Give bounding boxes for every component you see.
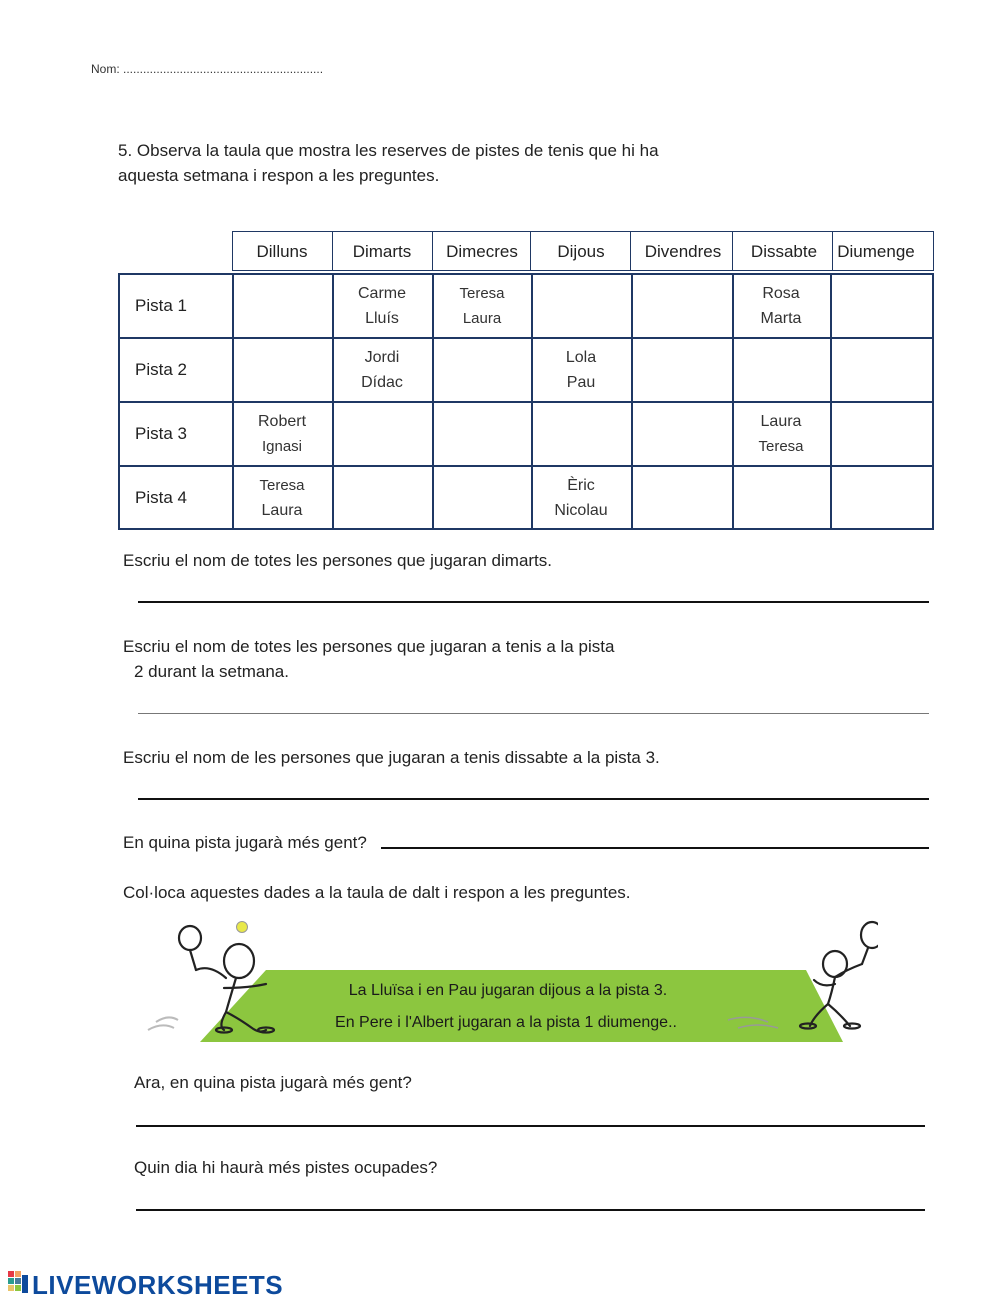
player-name: Lluís	[365, 310, 399, 327]
court-bookings-table	[118, 231, 934, 531]
instruction-text: Col·loca aquestes dades a la taula de dalt i respon a les preguntes.	[123, 883, 631, 902]
booking-cell	[531, 473, 631, 523]
player-name: Rosa	[762, 285, 800, 302]
answer-line-1[interactable]	[138, 601, 929, 603]
player-name: Teresa	[758, 438, 804, 455]
question-2-line-2: 2 durant la setmana.	[134, 662, 289, 681]
day-header-dilluns: Dilluns	[256, 242, 308, 261]
player-name: Laura	[261, 502, 303, 519]
player-name: Robert	[257, 413, 307, 430]
answer-line-6[interactable]	[136, 1209, 925, 1211]
day-header-dijous: Dijous	[557, 242, 605, 261]
booking-cell	[332, 281, 432, 331]
row-divider	[120, 337, 932, 339]
player-name: Marta	[760, 310, 802, 327]
question-5: Ara, en quina pista jugarà més gent?	[134, 1073, 412, 1092]
booking-cell	[232, 473, 332, 523]
booking-cell	[432, 281, 532, 331]
liveworksheets-logo-icon	[8, 1271, 30, 1297]
player-name: Dídac	[361, 374, 403, 391]
player-name: Teresa	[259, 477, 305, 494]
question-4: En quina pista jugarà més gent?	[123, 833, 367, 852]
answer-line-3[interactable]	[138, 798, 929, 800]
player-name: Teresa	[459, 285, 505, 302]
booking-cell	[732, 409, 830, 459]
question-2-line-1: Escriu el nom de totes les persones que jugaran a tenis a la pista	[123, 637, 615, 656]
day-header-divendres: Divendres	[644, 242, 722, 261]
name-field-label: Nom: ............................................................	[91, 62, 324, 76]
question-1: Escriu el nom de totes les persones que jugaran dimarts.	[123, 551, 553, 570]
liveworksheets-logo[interactable]	[8, 1270, 283, 1301]
liveworksheets-brand-text: LIVEWORKSHEETS	[32, 1270, 284, 1300]
player-name: Carme	[357, 285, 406, 302]
day-header-dimecres: Dimecres	[446, 242, 518, 261]
booking-cell	[232, 409, 332, 459]
row-label-pista-4: Pista 4	[135, 488, 187, 507]
day-header-dimarts: Dimarts	[352, 242, 412, 261]
player-name: Lola	[565, 349, 597, 366]
tennis-banner	[138, 918, 878, 1048]
question-3: Escriu el nom de les persones que jugaran a tenis dissabte a la pista 3.	[123, 748, 660, 767]
table-body	[118, 273, 934, 530]
question-2	[123, 634, 614, 684]
player-name: Laura	[760, 413, 802, 430]
row-divider	[120, 465, 932, 467]
booking-cell	[732, 281, 830, 331]
booking-cell	[332, 345, 432, 395]
day-header-dissabte: Dissabte	[750, 242, 818, 261]
player-name: Pau	[566, 374, 596, 391]
answer-line-2[interactable]	[138, 713, 929, 714]
banner-line-2: En Pere i l'Albert jugaran a la pista 1 diumenge..	[335, 1014, 677, 1031]
row-label-pista-1: Pista 1	[135, 296, 187, 315]
player-name: Laura	[462, 310, 502, 327]
tennis-ball-icon	[237, 922, 248, 933]
player-name: Nicolau	[554, 502, 608, 519]
player-name: Ignasi	[261, 438, 303, 455]
player-name: Jordi	[364, 349, 400, 366]
exercise-intro-line-2: aquesta setmana i respon a les preguntes.	[118, 166, 440, 185]
exercise-intro-line-1: 5. Observa la taula que mostra les reserves de pistes de tenis que hi ha	[118, 141, 659, 160]
row-label-pista-2: Pista 2	[135, 360, 187, 379]
player-name: Èric	[567, 477, 595, 494]
motion-trail	[148, 1017, 178, 1030]
day-header-diumenge: Diumenge	[837, 242, 915, 261]
row-label-pista-3: Pista 3	[135, 424, 187, 443]
exercise-intro	[118, 138, 659, 188]
banner-line-1: La Lluïsa i en Pau jugaran dijous a la pista 3.	[348, 982, 668, 999]
answer-line-5[interactable]	[136, 1125, 925, 1127]
question-6: Quin dia hi haurà més pistes ocupades?	[134, 1158, 438, 1177]
booking-cell	[531, 345, 631, 395]
answer-line-4[interactable]	[381, 847, 929, 849]
row-divider	[120, 401, 932, 403]
